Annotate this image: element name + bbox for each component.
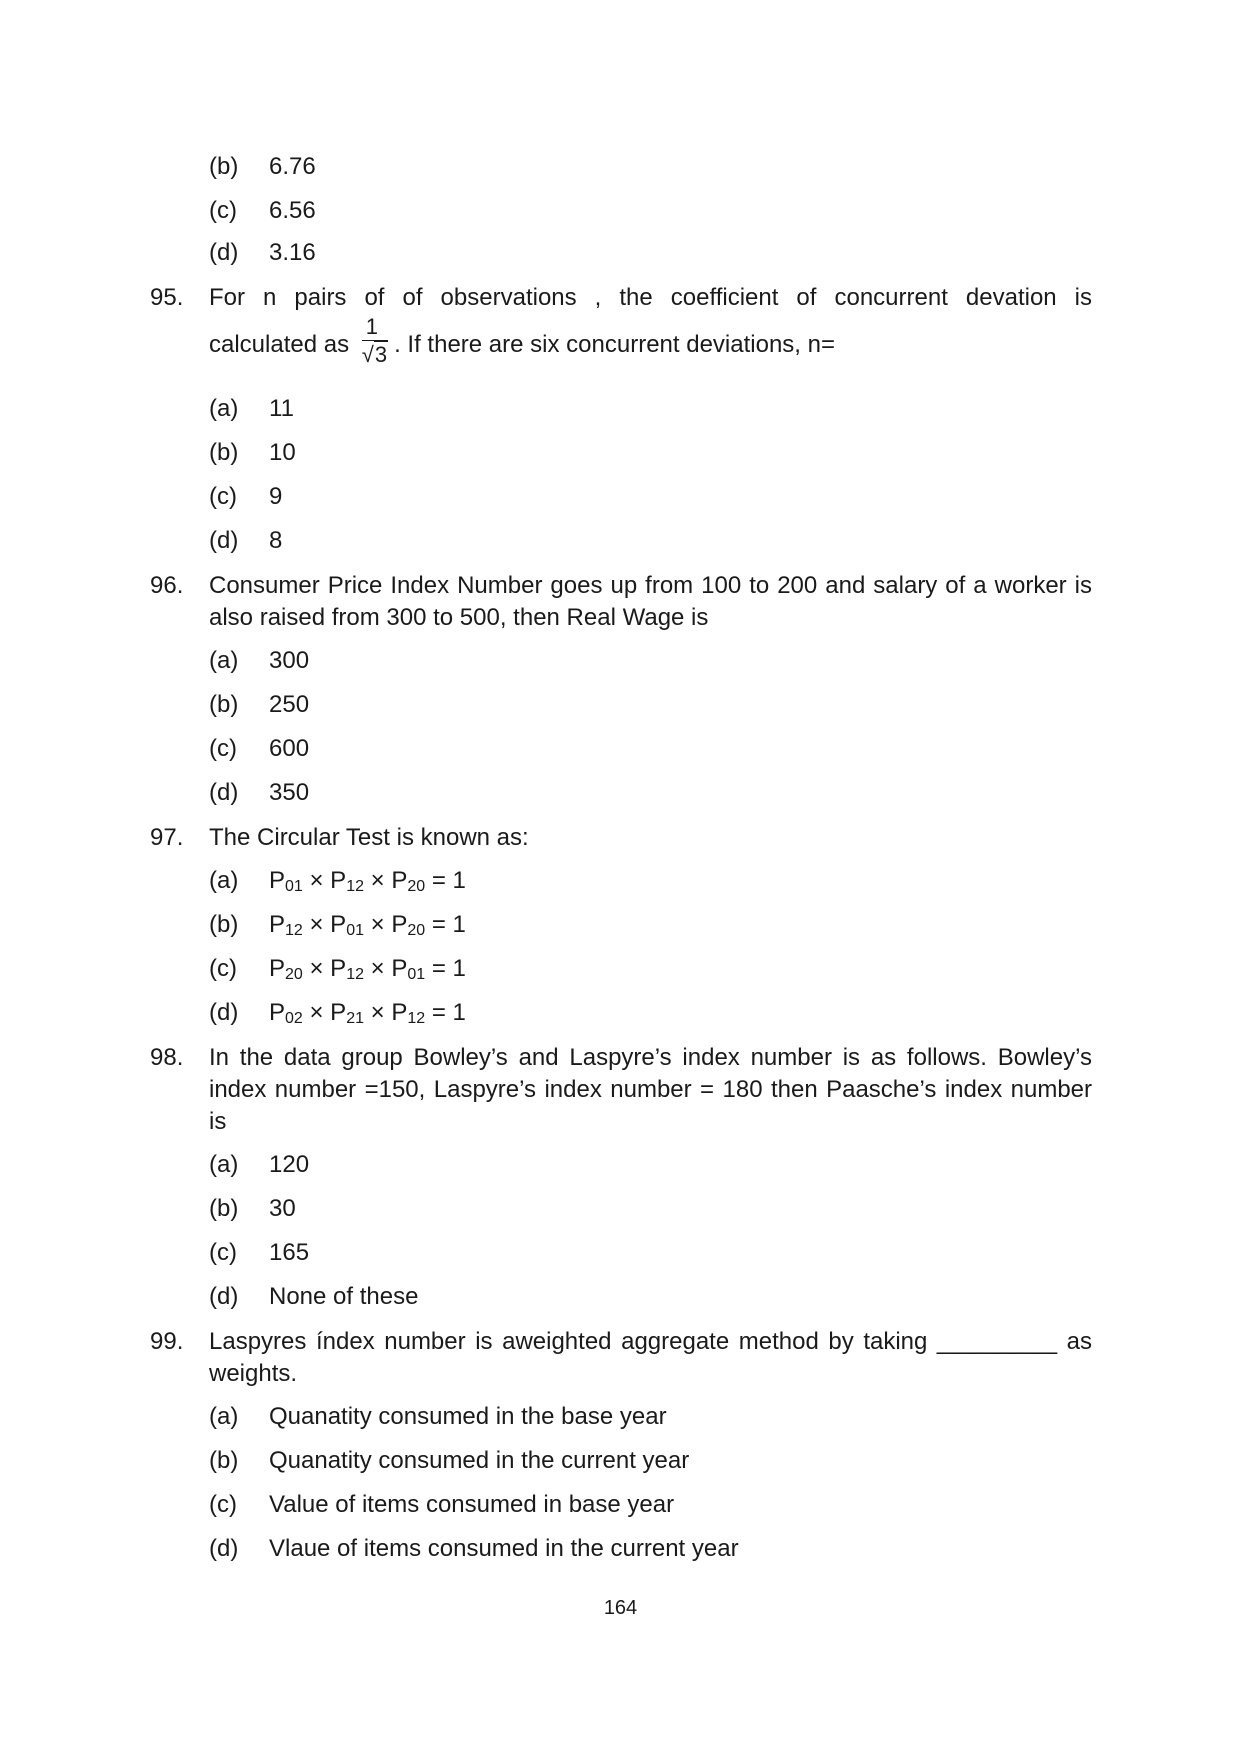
option-c: (c) Value of items consumed in base year (209, 1491, 675, 1518)
question-95-line2: calculated as $\frac{1}{√3}$ . If there are six concurrent deviations, n= (209, 314, 835, 367)
formula: $P_{20} \times P_{12} \times P_{01} = 1$ (269, 955, 466, 983)
option-c: (c) 9 (209, 483, 283, 510)
option-b: (b) Quanatity consumed in the current year (209, 1447, 690, 1474)
option-a: (a) $P_{01} \times P_{12} \times P_{20} = 1$ (209, 867, 466, 895)
question-text: Consumer Price Index Number goes up from 100 to 200 and salary of a worker is also raised from 300 to 500, then Real Wage is (209, 572, 1092, 631)
option-a: (a) 120 (209, 1151, 310, 1178)
option-b: (b) 10 (209, 439, 296, 466)
option-c: (c) $P_{20} \times P_{12} \times P_{01} = 1$ (209, 955, 466, 983)
question-98 (150, 1042, 1092, 1138)
formula: $P_{02} \times P_{21} \times P_{12} = 1$ (269, 999, 466, 1027)
option-d: (d) 3.16 (209, 239, 316, 266)
option-d: (d) Vlaue of items consumed in the current year (209, 1535, 739, 1562)
question-95 (150, 282, 1092, 314)
option-d: (d) 350 (209, 779, 310, 806)
question-number: 98. (150, 1044, 184, 1071)
option-d: (d) $P_{02} \times P_{21} \times P_{12} = 1$ (209, 999, 466, 1027)
option-c: (c) 165 (209, 1239, 310, 1266)
option-a: (a) Quanatity consumed in the base year (209, 1403, 667, 1430)
option-d: (d) 8 (209, 527, 283, 554)
question-text: Laspyres índex number is aweighted aggregate method by taking _________ as weights. (209, 1328, 1092, 1387)
question-text: In the data group Bowley’s and Laspyre’s index number is as follows. Bowley’s index number =150, Laspyre’s index number = 180 then Paasche’s index number is (209, 1044, 1092, 1135)
question-number: 96. (150, 572, 184, 599)
question-97 (150, 822, 1092, 854)
option-d: (d) None of these (209, 1283, 419, 1310)
option-c: (c) 600 (209, 735, 310, 762)
page-number: 164 (603, 1597, 638, 1619)
question-number: 95. (150, 284, 184, 311)
question-text-line1: For n pairs of of observations , the coefficient of concurrent devation is (209, 284, 1092, 311)
fraction-one-over-root-three: $\frac{1}{√3}$ (361, 314, 388, 367)
option-b: (b) 6.76 (209, 153, 316, 180)
question-text: The Circular Test is known as: (209, 824, 529, 851)
question-number: 99. (150, 1328, 184, 1355)
question-99 (150, 1326, 1092, 1390)
question-96 (150, 570, 1092, 634)
option-b: (b) 30 (209, 1195, 296, 1222)
formula: $P_{12} \times P_{01} \times P_{20} = 1$ (269, 911, 466, 939)
formula: $P_{01} \times P_{12} \times P_{20} = 1$ (269, 867, 466, 895)
option-b: (b) $P_{12} \times P_{01} \times P_{20} = 1$ (209, 911, 466, 939)
question-number: 97. (150, 824, 184, 851)
option-a: (a) 300 (209, 647, 310, 674)
option-c: (c) 6.56 (209, 197, 316, 224)
option-a: (a) 11 (209, 395, 294, 422)
option-b: (b) 250 (209, 691, 310, 718)
